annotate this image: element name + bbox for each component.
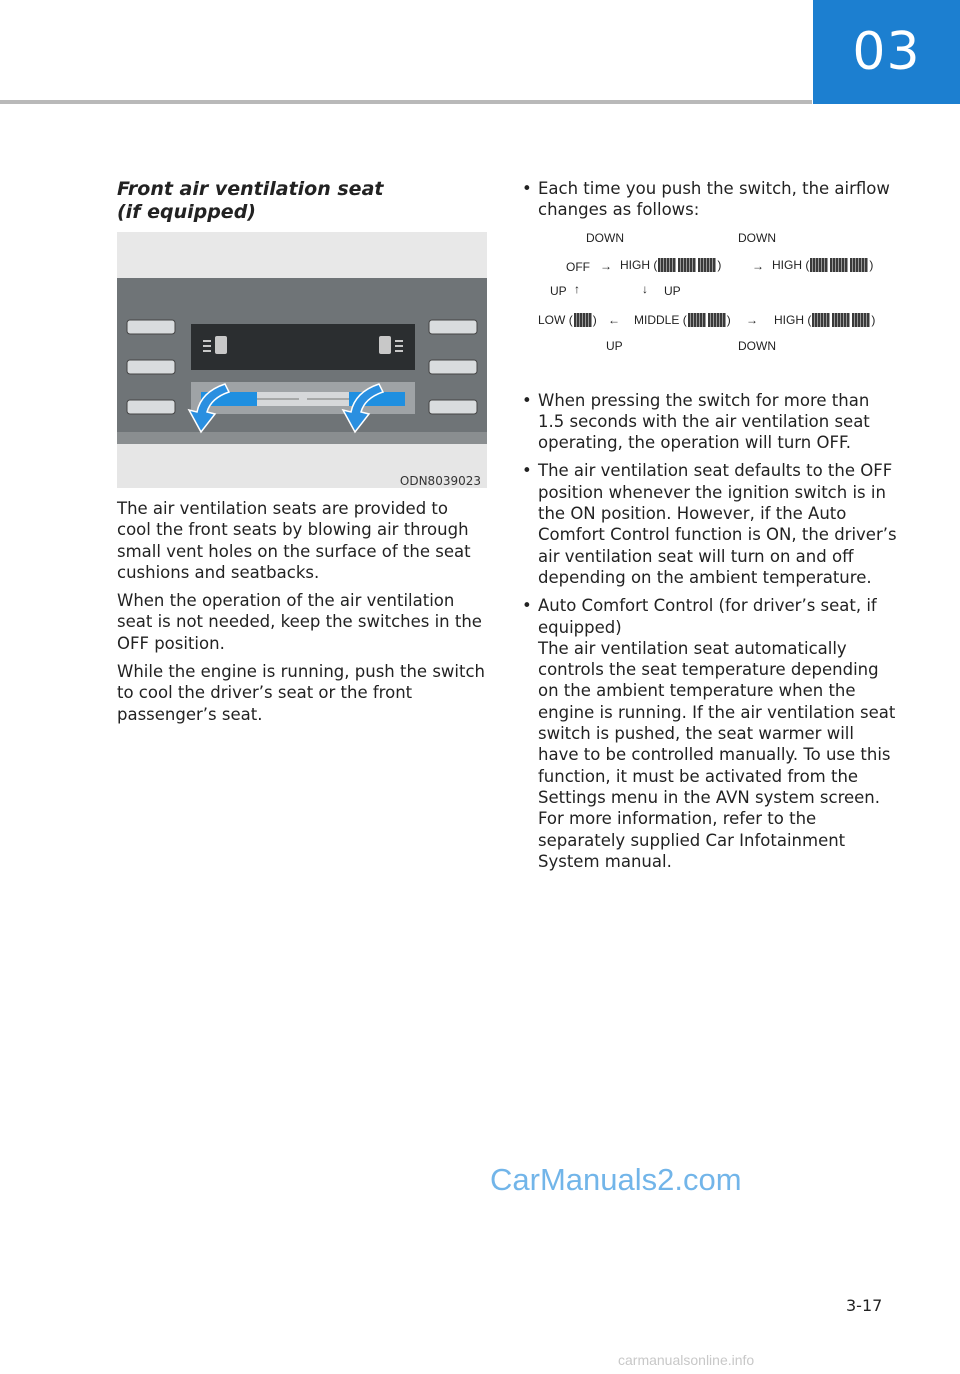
ventilation-switch-illustration bbox=[117, 232, 487, 488]
chapter-tab bbox=[813, 0, 960, 104]
arrow-left-icon: ← bbox=[608, 312, 620, 327]
bullet-text: The air ventilation seat automatically controls the seat temperature depending on the ambient temperature when the engine is running. If the air ventilation seat switch is pushed, the seat warmer will have to be controlled manually. To use this function, it must be activated from the Settings menu in the AVN system screen. For more information, refer to the separately supplied Car Infotainment System manual. bbox=[538, 638, 896, 871]
arrow-up-icon: ↑ bbox=[574, 281, 580, 296]
state-high: HIGH ( ) bbox=[774, 312, 876, 327]
bullet-item bbox=[522, 460, 898, 588]
fan-level-icon bbox=[574, 313, 592, 327]
state-high: HIGH ( ) bbox=[772, 257, 874, 272]
section-title-line2: (if equipped) bbox=[117, 201, 256, 223]
state-high: HIGH ( ) bbox=[620, 257, 722, 272]
airflow-sequence-diagram bbox=[522, 228, 898, 378]
label-up: UP bbox=[664, 283, 681, 298]
section-title-line1: Front air ventilation seat bbox=[117, 178, 384, 200]
footer-mark: carmanualsonline.info bbox=[618, 1352, 755, 1368]
chapter-number: 03 bbox=[852, 22, 921, 82]
fan-level-icon bbox=[810, 258, 828, 272]
label-up: UP bbox=[550, 283, 567, 298]
intro-paragraph: While the engine is running, push the switch to cool the driver’s seat or the front passenger’s seat. bbox=[117, 662, 485, 724]
seat-control-figure bbox=[117, 232, 487, 488]
watermark: CarManuals2.com bbox=[490, 1162, 742, 1197]
arrow-down-icon: ↓ bbox=[642, 281, 648, 296]
figure-code: ODN8039023 bbox=[399, 474, 481, 488]
arrow-right-icon: → bbox=[746, 312, 758, 327]
state-middle: MIDDLE ( ) bbox=[634, 312, 731, 327]
label-down: DOWN bbox=[586, 230, 624, 245]
bullet-item bbox=[522, 390, 898, 454]
fan-level-icon bbox=[850, 258, 868, 272]
section-title bbox=[117, 178, 487, 224]
state-off: OFF bbox=[566, 259, 590, 274]
bullet-title: Auto Comfort Control (for driver’s seat, if equipped) bbox=[538, 596, 877, 637]
bullet-item bbox=[522, 595, 898, 872]
section-heading bbox=[117, 178, 487, 224]
fan-level-icon bbox=[658, 258, 676, 272]
fan-level-icon bbox=[708, 313, 726, 327]
bullet-list bbox=[522, 178, 898, 879]
page-number: 3-17 bbox=[846, 1296, 883, 1315]
arrow-right-icon: → bbox=[752, 258, 764, 273]
label-down: DOWN bbox=[738, 338, 776, 353]
bullet-text: Each time you push the switch, the airflow changes as follows: bbox=[538, 179, 890, 220]
arrow-right-icon: → bbox=[600, 258, 612, 273]
header-rule bbox=[0, 100, 812, 104]
bullet-text: When pressing the switch for more than 1.5 seconds with the air ventilation seat operating, the operation will turn OFF. bbox=[538, 390, 870, 453]
fan-level-icon bbox=[698, 258, 716, 272]
fan-level-icon bbox=[832, 313, 850, 327]
intro-text bbox=[117, 498, 487, 732]
fan-level-icon bbox=[812, 313, 830, 327]
fan-level-icon bbox=[852, 313, 870, 327]
bullet-item bbox=[522, 178, 898, 221]
label-down: DOWN bbox=[738, 230, 776, 245]
fan-level-icon bbox=[678, 258, 696, 272]
label-up: UP bbox=[606, 338, 623, 353]
intro-paragraph: When the operation of the air ventilation seat is not needed, keep the switches in the OFF position. bbox=[117, 591, 482, 653]
bullet-text: The air ventilation seat defaults to the OFF position whenever the ignition switch is in the ON position. However, if the Auto Comfort Control function is ON, the driver’s air ventilation seat will turn on and off depending on the ambient temperature. bbox=[538, 461, 897, 587]
intro-paragraph: The air ventilation seats are provided to cool the front seats by blowing air through small vent holes on the surface of the seat cushions and seatbacks. bbox=[117, 499, 471, 582]
state-low: LOW ( ) bbox=[538, 312, 597, 327]
fan-level-icon bbox=[830, 258, 848, 272]
fan-level-icon bbox=[688, 313, 706, 327]
